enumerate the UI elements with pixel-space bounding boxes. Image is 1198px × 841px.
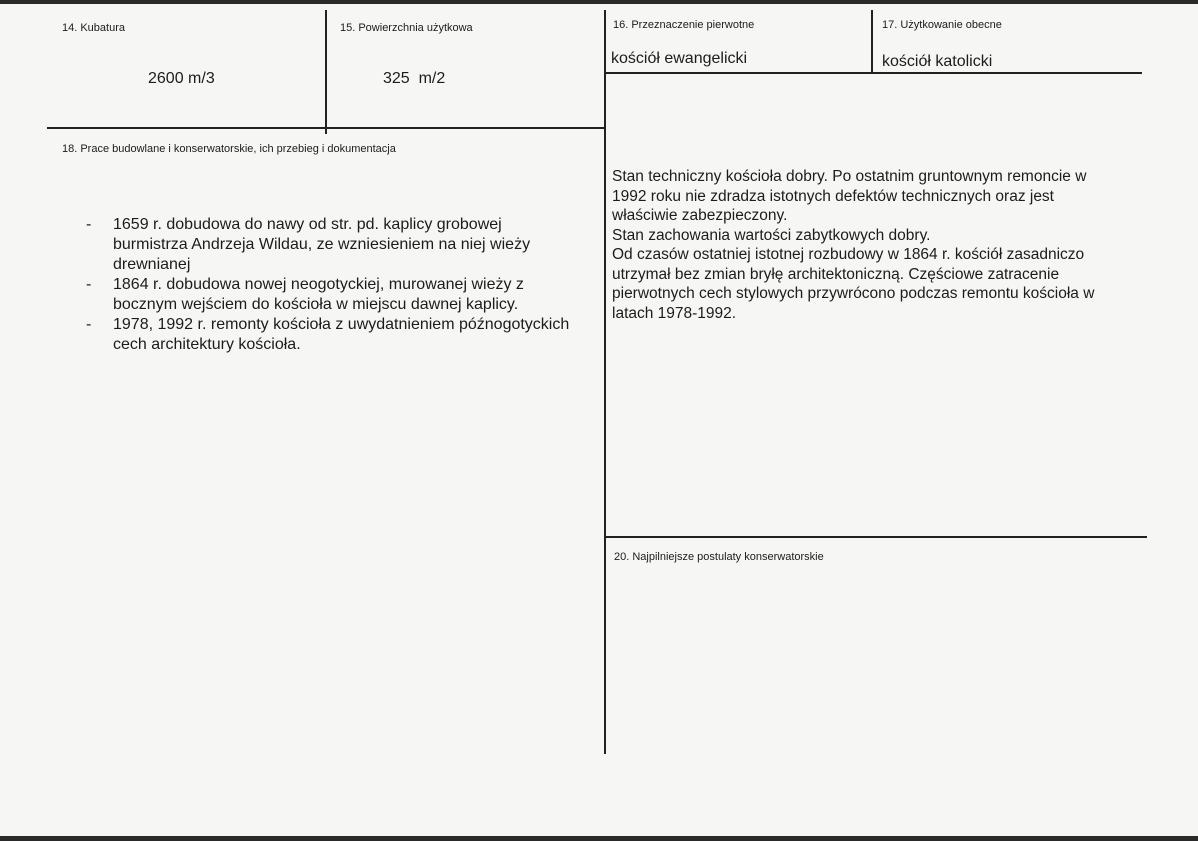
field-15-label: 15. Powierzchnia użytkowa [340,22,473,34]
field-14-label: 14. Kubatura [62,22,125,34]
text-line: Stan zachowania wartości zabytkowych dobry. [612,226,931,244]
divider-19-20 [605,536,1147,538]
text-line: pierwotnych cech stylowych przywrócono podczas remontu kościoła w [612,285,1095,302]
text-line: utrzymał bez zmian bryłę architektoniczną. Częściowe zatracenie [612,265,1060,283]
divider-16-17 [871,10,873,74]
divider-top-left-bottom [47,127,605,129]
field-15-value: 325 m/2 [383,70,446,87]
field-17-value: kościół katolicki [882,53,993,70]
field-18-list [80,215,600,355]
text-line: Stan techniczny kościoła dobry. Po ostatnim gruntownym remoncie w [612,168,1087,185]
list-line: drewnianej [113,256,191,273]
bullet-dash: - [86,216,92,233]
field-18-label: 18. Prace budowlane i konserwatorskie, ich przebieg i dokumentacja [62,143,396,155]
divider-center [604,10,606,754]
bullet-dash: - [86,316,92,333]
field-16-label: 16. Przeznaczenie pierwotne [613,19,755,31]
bullet-dash: - [86,276,92,293]
text-line: latach 1978-1992. [612,304,737,322]
divider-top-right-bottom [605,72,1142,74]
field-20-label: 20. Najpilniejsze postulaty konserwatorskie [614,551,824,563]
list-item [80,275,600,315]
field-19-text [612,167,1142,323]
list-line: cech architektury kościoła. [113,336,301,353]
field-14-value: 2600 m/3 [148,70,215,87]
text-line: Od czasów ostatniej istotnej rozbudowy w 1864 r. kościół zasadniczo [612,246,1085,263]
field-17-label: 17. Użytkowanie obecne [882,19,1002,31]
list-line: 1864 r. dobudowa nowej neogotyckiej, murowanej wieży z [113,276,524,293]
list-line: 1978, 1992 r. remonty kościoła z uwydatnieniem późnogotyckich [113,316,570,333]
document-page [0,4,1198,836]
list-item [80,215,600,275]
divider-14-15 [325,10,327,134]
text-line: 1992 roku nie zdradza istotnych defektów technicznych oraz jest [612,187,1054,205]
list-line: bocznym wejściem do kościoła w miejscu dawnej kaplicy. [113,296,519,313]
list-line: burmistrza Andrzeja Wildau, ze wzniesieniem na niej wieży [113,236,531,253]
list-line: 1659 r. dobudowa do nawy od str. pd. kaplicy grobowej [113,216,502,233]
field-16-value: kościół ewangelicki [611,50,748,67]
list-item [80,315,600,355]
text-line: właściwie zabezpieczony. [612,207,788,224]
